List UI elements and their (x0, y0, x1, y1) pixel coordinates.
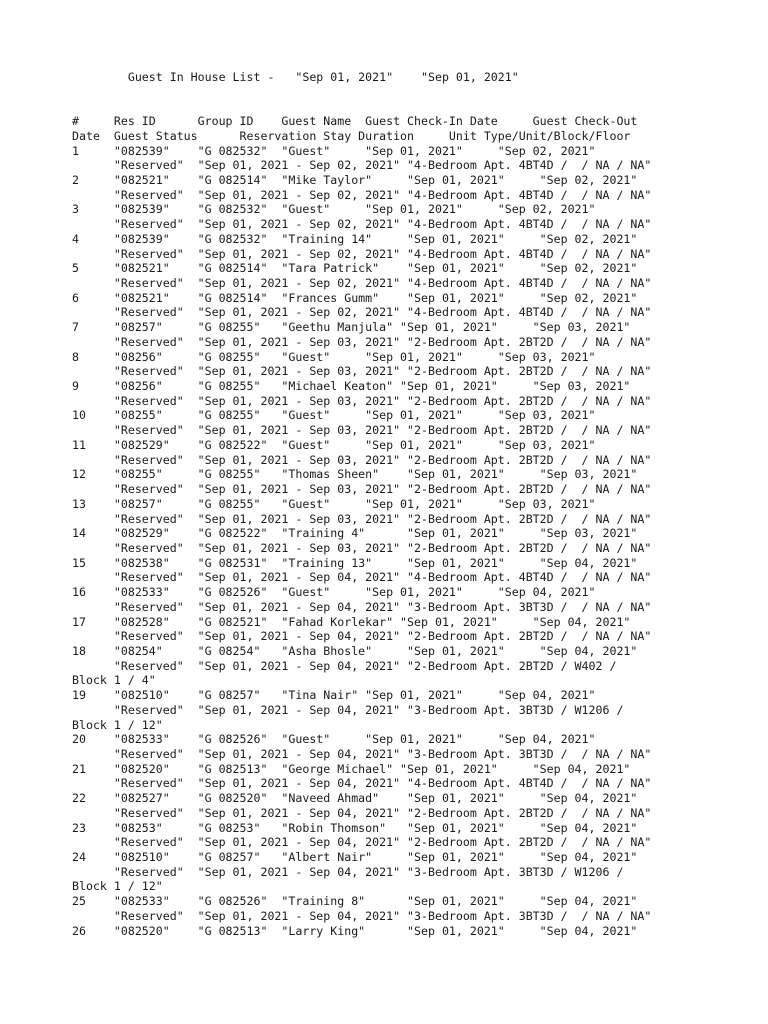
guest-record-line: "Reserved" "Sep 01, 2021 - Sep 03, 2021" "2-Bedroom Apt. 2BT2D / / NA / NA" (72, 482, 652, 497)
guest-record-line: "Reserved" "Sep 01, 2021 - Sep 03, 2021" "2-Bedroom Apt. 2BT2D / / NA / NA" (72, 364, 652, 379)
guest-record-line: 16 "082533" "G 082526" "Guest" "Sep 01, 2021" "Sep 04, 2021" (72, 585, 596, 600)
guest-record-line: 3 "082539" "G 082532" "Guest" "Sep 01, 2021" "Sep 02, 2021" (72, 202, 596, 217)
guest-record-line: 26 "082520" "G 082513" "Larry King" "Sep 01, 2021" "Sep 04, 2021" (72, 923, 638, 938)
guest-record-line: Block 1 / 12" (72, 717, 163, 732)
guest-record-line: "Reserved" "Sep 01, 2021 - Sep 02, 2021" "4-Bedroom Apt. 4BT4D / / NA / NA" (72, 276, 652, 291)
guest-record-line: "Reserved" "Sep 01, 2021 - Sep 03, 2021" "2-Bedroom Apt. 2BT2D / / NA / NA" (72, 393, 652, 408)
guest-record-line: 7 "08257" "G 08255" "Geethu Manjula" "Sep 01, 2021" "Sep 03, 2021" (72, 320, 631, 335)
guest-record-line: 23 "08253" "G 08253" "Robin Thomson" "Sep 01, 2021" "Sep 04, 2021" (72, 820, 638, 835)
guest-record-line: "Reserved" "Sep 01, 2021 - Sep 04, 2021" "2-Bedroom Apt. 2BT2D / / NA / NA" (72, 629, 652, 644)
guest-record-line: 18 "08254" "G 08254" "Asha Bhosle" "Sep 01, 2021" "Sep 04, 2021" (72, 643, 638, 658)
guest-record-line: 24 "082510" "G 08257" "Albert Nair" "Sep 01, 2021" "Sep 04, 2021" (72, 850, 638, 865)
guest-record-line: 8 "08256" "G 08255" "Guest" "Sep 01, 2021" "Sep 03, 2021" (72, 349, 596, 364)
guest-record-line: 10 "08255" "G 08255" "Guest" "Sep 01, 2021" "Sep 03, 2021" (72, 408, 596, 423)
guest-record-line: "Reserved" "Sep 01, 2021 - Sep 03, 2021" "2-Bedroom Apt. 2BT2D / / NA / NA" (72, 334, 652, 349)
guest-record-line: "Reserved" "Sep 01, 2021 - Sep 04, 2021" "2-Bedroom Apt. 2BT2D / W402 / (72, 658, 617, 673)
guest-record-line: "Reserved" "Sep 01, 2021 - Sep 04, 2021" "4-Bedroom Apt. 4BT4D / / NA / NA" (72, 570, 652, 585)
guest-record-line: "Reserved" "Sep 01, 2021 - Sep 02, 2021" "4-Bedroom Apt. 4BT4D / / NA / NA" (72, 217, 652, 232)
column-header-line: # Res ID Group ID Guest Name Guest Check-In Date Guest Check-Out (72, 114, 638, 129)
guest-record-line: "Reserved" "Sep 01, 2021 - Sep 04, 2021" "3-Bedroom Apt. 3BT3D / / NA / NA" (72, 908, 652, 923)
guest-record-line: 20 "082533" "G 082526" "Guest" "Sep 01, 2021" "Sep 04, 2021" (72, 732, 596, 747)
guest-record-line: "Reserved" "Sep 01, 2021 - Sep 03, 2021" "2-Bedroom Apt. 2BT2D / / NA / NA" (72, 423, 652, 438)
guest-record-line: "Reserved" "Sep 01, 2021 - Sep 03, 2021" "2-Bedroom Apt. 2BT2D / / NA / NA" (72, 511, 652, 526)
guest-record-line: 2 "082521" "G 082514" "Mike Taylor" "Sep 01, 2021" "Sep 02, 2021" (72, 172, 638, 187)
guest-record-line: "Reserved" "Sep 01, 2021 - Sep 04, 2021" "4-Bedroom Apt. 4BT4D / / NA / NA" (72, 776, 652, 791)
guest-record-line: 25 "082533" "G 082526" "Training 8" "Sep 01, 2021" "Sep 04, 2021" (72, 894, 638, 909)
guest-record-line: "Reserved" "Sep 01, 2021 - Sep 04, 2021" "3-Bedroom Apt. 3BT3D / / NA / NA" (72, 747, 652, 762)
guest-record-line: 15 "082538" "G 082531" "Training 13" "Sep 01, 2021" "Sep 04, 2021" (72, 555, 638, 570)
guest-record-line: 17 "082528" "G 082521" "Fahad Korlekar" "Sep 01, 2021" "Sep 04, 2021" (72, 614, 631, 629)
guest-list-body (72, 144, 732, 939)
guest-record-line: 22 "082527" "G 082520" "Naveed Ahmad" "Sep 01, 2021" "Sep 04, 2021" (72, 791, 638, 806)
guest-record-line: 19 "082510" "G 08257" "Tina Nair" "Sep 01, 2021" "Sep 04, 2021" (72, 688, 596, 703)
guest-record-line: "Reserved" "Sep 01, 2021 - Sep 03, 2021" "2-Bedroom Apt. 2BT2D / / NA / NA" (72, 540, 652, 555)
guest-record-line: 6 "082521" "G 082514" "Frances Gumm" "Sep 01, 2021" "Sep 02, 2021" (72, 290, 638, 305)
column-header-line: Date Guest Status Reservation Stay Duration Unit Type/Unit/Block/Floor (72, 128, 631, 143)
guest-record-line: 12 "08255" "G 08255" "Thomas Sheen" "Sep 01, 2021" "Sep 03, 2021" (72, 467, 638, 482)
guest-record-line: "Reserved" "Sep 01, 2021 - Sep 02, 2021" "4-Bedroom Apt. 4BT4D / / NA / NA" (72, 158, 652, 173)
guest-record-line: Block 1 / 4" (72, 673, 156, 688)
guest-record-line: "Reserved" "Sep 01, 2021 - Sep 03, 2021" "2-Bedroom Apt. 2BT2D / / NA / NA" (72, 452, 652, 467)
guest-record-line: 14 "082529" "G 082522" "Training 4" "Sep 01, 2021" "Sep 03, 2021" (72, 526, 638, 541)
guest-record-line: "Reserved" "Sep 01, 2021 - Sep 04, 2021" "3-Bedroom Apt. 3BT3D / / NA / NA" (72, 599, 652, 614)
guest-record-line: 21 "082520" "G 082513" "George Michael" "Sep 01, 2021" "Sep 04, 2021" (72, 761, 631, 776)
column-header (72, 114, 732, 143)
guest-record-line: 11 "082529" "G 082522" "Guest" "Sep 01, 2021" "Sep 03, 2021" (72, 437, 596, 452)
guest-record-line: 5 "082521" "G 082514" "Tara Patrick" "Sep 01, 2021" "Sep 02, 2021" (72, 261, 638, 276)
guest-record-line: 9 "08256" "G 08255" "Michael Keaton" "Sep 01, 2021" "Sep 03, 2021" (72, 379, 631, 394)
guest-record-line: "Reserved" "Sep 01, 2021 - Sep 02, 2021" "4-Bedroom Apt. 4BT4D / / NA / NA" (72, 305, 652, 320)
guest-in-house-list-document (72, 70, 732, 938)
guest-record-line: "Reserved" "Sep 01, 2021 - Sep 02, 2021" "4-Bedroom Apt. 4BT4D / / NA / NA" (72, 246, 652, 261)
guest-record-line: "Reserved" "Sep 01, 2021 - Sep 04, 2021" "2-Bedroom Apt. 2BT2D / / NA / NA" (72, 835, 652, 850)
guest-record-line: "Reserved" "Sep 01, 2021 - Sep 04, 2021" "3-Bedroom Apt. 3BT3D / W1206 / (72, 864, 624, 879)
guest-record-line: "Reserved" "Sep 01, 2021 - Sep 04, 2021" "3-Bedroom Apt. 3BT3D / W1206 / (72, 702, 624, 717)
guest-record-line: "Reserved" "Sep 01, 2021 - Sep 02, 2021" "4-Bedroom Apt. 4BT4D / / NA / NA" (72, 187, 652, 202)
guest-record-line: 4 "082539" "G 082532" "Training 14" "Sep 01, 2021" "Sep 02, 2021" (72, 231, 638, 246)
guest-record-line: 1 "082539" "G 082532" "Guest" "Sep 01, 2021" "Sep 02, 2021" (72, 143, 596, 158)
document-title: Guest In House List - "Sep 01, 2021" "Sep 01, 2021" (72, 70, 519, 84)
guest-record-line: "Reserved" "Sep 01, 2021 - Sep 04, 2021" "2-Bedroom Apt. 2BT2D / / NA / NA" (72, 805, 652, 820)
guest-record-line: Block 1 / 12" (72, 879, 163, 894)
guest-record-line: 13 "08257" "G 08255" "Guest" "Sep 01, 2021" "Sep 03, 2021" (72, 496, 596, 511)
